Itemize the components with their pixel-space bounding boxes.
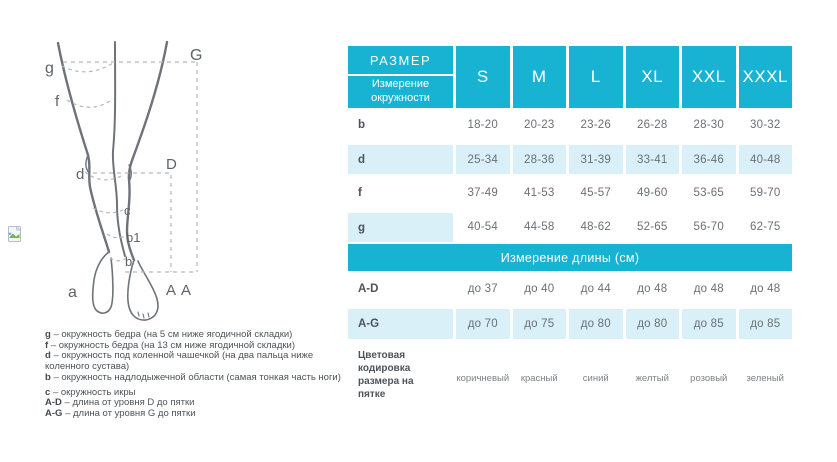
cell-value: 18-20 — [467, 119, 498, 131]
cell-value: 40-48 — [739, 142, 793, 176]
size-column-s: S — [456, 46, 510, 108]
legend-text: – окружность бедра (на 5 см ниже ягодичной складки) — [53, 329, 293, 340]
size-column-m: M — [513, 46, 567, 108]
cell-value: 59-70 — [750, 187, 781, 199]
cell-value: 23-26 — [580, 119, 611, 131]
table-row-f — [348, 176, 792, 210]
leg-outline — [58, 42, 167, 320]
heel-color-label: Цветовая кодировка размера на пятке — [358, 350, 414, 400]
table-row-a-g — [348, 306, 792, 341]
row-label: f — [358, 187, 362, 199]
legend-key: c — [45, 386, 51, 398]
table-row-a-d — [348, 271, 792, 306]
label-d: d — [76, 166, 85, 183]
leg-diagram — [25, 5, 235, 340]
cell-value: до 37 — [467, 282, 498, 295]
legend-text: – окружность надлодыжечной области (самая тонкая часть ноги) — [53, 371, 341, 383]
cell-value: 40-54 — [467, 221, 498, 233]
legend-key: d — [45, 350, 51, 362]
cell-value: 56-70 — [693, 221, 724, 233]
legend-key: f — [45, 339, 49, 351]
label-a: a — [68, 284, 77, 301]
cell-value: 30-32 — [750, 119, 781, 131]
legend-key: A-D — [45, 397, 62, 409]
label-b: b — [125, 254, 133, 269]
legend-key: A-G — [45, 407, 63, 419]
label-f: f — [55, 93, 60, 110]
cell-value: 62-75 — [750, 221, 781, 233]
legend-line-AG — [45, 409, 341, 420]
table-header-row — [348, 46, 792, 108]
label-b1: b1 — [126, 230, 141, 245]
cell-value: до 75 — [513, 306, 567, 341]
heel-color-value: зеленый — [746, 373, 784, 384]
cell-value: 52-65 — [637, 221, 668, 233]
legend-key: b — [45, 371, 51, 383]
cell-value: до 85 — [682, 306, 736, 341]
heel-color-value: желтый — [635, 373, 669, 384]
cell-value: 44-58 — [524, 221, 555, 233]
label-D: D — [166, 156, 177, 173]
heel-color-value: коричневый — [456, 373, 510, 384]
table-row-d — [348, 142, 792, 176]
cell-value: до 48 — [693, 282, 724, 295]
measurement-legend — [45, 330, 341, 420]
label-A-left: A — [166, 282, 177, 299]
legend-key: g — [45, 329, 51, 340]
circumference-arcs — [62, 63, 128, 261]
cell-value: до 40 — [524, 282, 555, 295]
cell-value: 26-28 — [637, 119, 668, 131]
cell-value: 49-60 — [637, 187, 668, 199]
cell-value: 37-49 — [467, 187, 498, 199]
heel-color-value: синий — [582, 373, 609, 384]
size-table — [348, 46, 792, 401]
size-column-xl: XL — [626, 46, 680, 108]
cell-value: 25-34 — [456, 142, 510, 176]
cell-value: до 48 — [637, 282, 668, 295]
cell-value: 45-57 — [580, 187, 611, 199]
heel-color-value: розовый — [690, 373, 728, 384]
length-measure-band: Измерение длины (см) — [348, 244, 792, 271]
cell-value: 28-30 — [693, 119, 724, 131]
table-row-g — [348, 210, 792, 244]
row-label: A-G — [348, 306, 453, 341]
legend-line-b — [45, 373, 341, 384]
cell-value: до 85 — [739, 306, 793, 341]
size-column-l: L — [569, 46, 623, 108]
cell-value: 41-53 — [524, 187, 555, 199]
size-column-xxxl: XXXL — [739, 46, 793, 108]
label-G: G — [190, 47, 203, 64]
cell-value: 33-41 — [626, 142, 680, 176]
legend-line-d — [45, 351, 341, 372]
cell-value: 53-65 — [693, 187, 724, 199]
legend-text: – окружность бедра (на 13 см ниже ягодичной складки) — [50, 339, 295, 351]
cell-value: до 80 — [626, 306, 680, 341]
size-column-xxl: XXL — [682, 46, 736, 108]
cell-value: до 80 — [569, 306, 623, 341]
cell-value: 31-39 — [569, 142, 623, 176]
label-A-right: A — [181, 282, 192, 299]
row-label: g — [348, 210, 453, 244]
table-row-heel-color — [348, 347, 792, 401]
size-header: РАЗМЕР — [348, 46, 453, 74]
label-c: c — [124, 203, 131, 218]
row-label: A-D — [358, 282, 379, 295]
row-label: d — [348, 142, 453, 176]
label-g: g — [45, 60, 54, 77]
cell-value: до 70 — [456, 306, 510, 341]
legend-text: – окружность под коленной чашечкой (на два пальца ниже коленного сустава) — [45, 350, 314, 373]
table-corner-header — [348, 46, 453, 108]
cell-value: 28-36 — [513, 142, 567, 176]
cell-value: 48-62 — [580, 221, 611, 233]
legend-text: – длина от уровня D до пятки — [64, 397, 195, 409]
row-label: b — [358, 119, 366, 131]
legend-text: – окружность икры — [52, 386, 136, 398]
circumference-header: Измерение окружности — [348, 76, 453, 108]
legend-text: – длина от уровня G до пятки — [65, 407, 196, 419]
table-row-b — [348, 108, 792, 142]
cell-value: до 44 — [580, 282, 611, 295]
cell-value: 36-46 — [682, 142, 736, 176]
cell-value: 20-23 — [524, 119, 555, 131]
broken-image-icon — [8, 226, 22, 243]
cell-value: до 48 — [750, 282, 781, 295]
heel-color-value: красный — [520, 373, 558, 384]
